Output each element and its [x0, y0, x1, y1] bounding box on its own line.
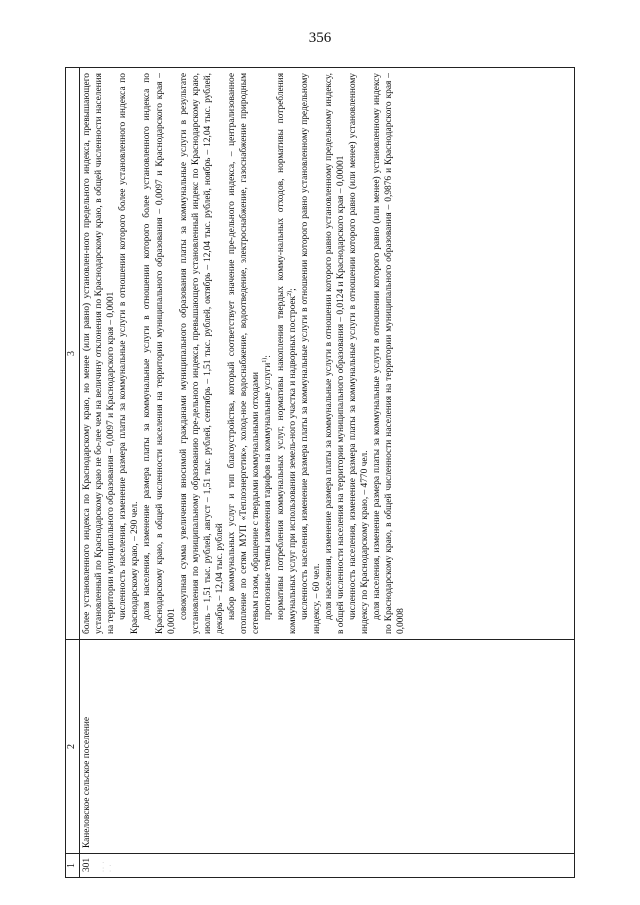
norms-text: нормативы потребления коммунальных услуг, нормативы накопления твердых комму-нальных отходов, нормативы потребления коммунальных услуг при использовании земель-ного участка и надворных построек [275, 73, 298, 634]
paragraph-4: совокупная сумма увеличения вносимой гражданами муниципального образования платы за коммунальные услуги в результате установления по муниципальному образованию пре-дельного индекса, превышающего установленный индекс по Краснодарскому краю, июль – 1,51 тыс. рублей, август – 1,51 тыс. рублей, сентябрь – 1,51 тыс. рублей, октябрь – 12,04 тыс. рублей, ноябрь – 12,04 тыс. рублей, декабрь – 12,04 тыс. рублей [178, 73, 226, 634]
settlement-cell [80, 640, 575, 854]
paragraph-10: численность населения, изменение размера платы за коммунальные услуги в отношении которого равно (или менее) установленному индексу по Краснодарскому краю, – 4770 чел. [348, 73, 371, 634]
paragraph-7: нормативы потребления коммунальных услуг, нормативы накопления твердых комму-нальных отходов, нормативы потребления коммунальных услуг при использовании земель-ного участка и надворных построек$^{2)}$; [275, 73, 298, 634]
page-number: 356 [308, 30, 332, 46]
table-header-row [66, 68, 80, 878]
paragraph-2: численность населения, изменение размера платы за коммунальные услуги в отношении которого более установленного индекса по Краснодарскому краю, – 290 чел. [118, 73, 141, 634]
header-col-2: 2 [66, 640, 80, 854]
header-col-1: 1 [66, 854, 80, 878]
table-row [80, 68, 575, 878]
paragraph-8: численность населения, изменение размера платы за коммунальные услуги в отношении которого равно установленному предельному индексу, – 60 чел. [299, 73, 322, 634]
indicators-cell [80, 68, 575, 640]
header-col-3: 3 [66, 68, 80, 640]
paragraph-11: доля населения, изменение размера платы за коммунальные услуги в отношении которого равно (или менее) установленному индексу по Краснодарскому краю, в общей численности населения на территории муниципального образования – 0,9876 и Краснодарского края – 0,0008 [372, 73, 407, 634]
paragraph-3: доля населения, изменение размера платы за коммунальные услуги в отношении которого более установленного индекса по Краснодарскому краю, в общей численности населения на территории муниципального образования – 0,0097 и Краснодарского края – 0,0001 [142, 73, 177, 634]
paragraph-1: более установленного индекса по Краснодарскому краю, но менее (или равно) установлен-ного предельного индекса, превышающего установленный по Краснодарскому краю не бо-лее чем на величину отклонения по Краснодарскому краю, в общей численности населения на территории муниципального образования – 0,0097 и Краснодарского края – 0,0001 [82, 73, 117, 634]
paragraph-5: набор коммунальных услуг и тип благоустройства, который соответствует значение пре-дельного индекса, – централизованное отопление по сетям МУП «Теплоэнергетик», холод-ное водоснабжение, водоотведение, электроснабжение, газоснабжение природным сетевым газом, обращение с твердыми коммунальными отходами [227, 73, 262, 634]
forecast-text: прогнозные темпы изменения тарифов на коммунальные услуги [263, 362, 274, 620]
faint-stamp-mark: ·· · · · [101, 860, 115, 872]
rotated-table-container [65, 68, 575, 878]
settlement-name: Канеловское сельское поселение [82, 716, 92, 848]
footnote-mark-1: 1) [262, 357, 269, 363]
row-number: 301 [82, 857, 92, 872]
footnote-mark-2: 2) [286, 290, 293, 296]
document-table [65, 67, 575, 878]
paragraph-9: доля населения, изменение размера платы за коммунальные услуги в отношении которого равно установленному предельному индексу, в общей численности населения на территории муниципального образования – 0,0124 и Краснодарского края – 0,00001 [323, 73, 346, 634]
row-number-cell [80, 854, 575, 878]
paragraph-6: прогнозные темпы изменения тарифов на коммунальные услуги$^{1)}$: [262, 355, 274, 620]
